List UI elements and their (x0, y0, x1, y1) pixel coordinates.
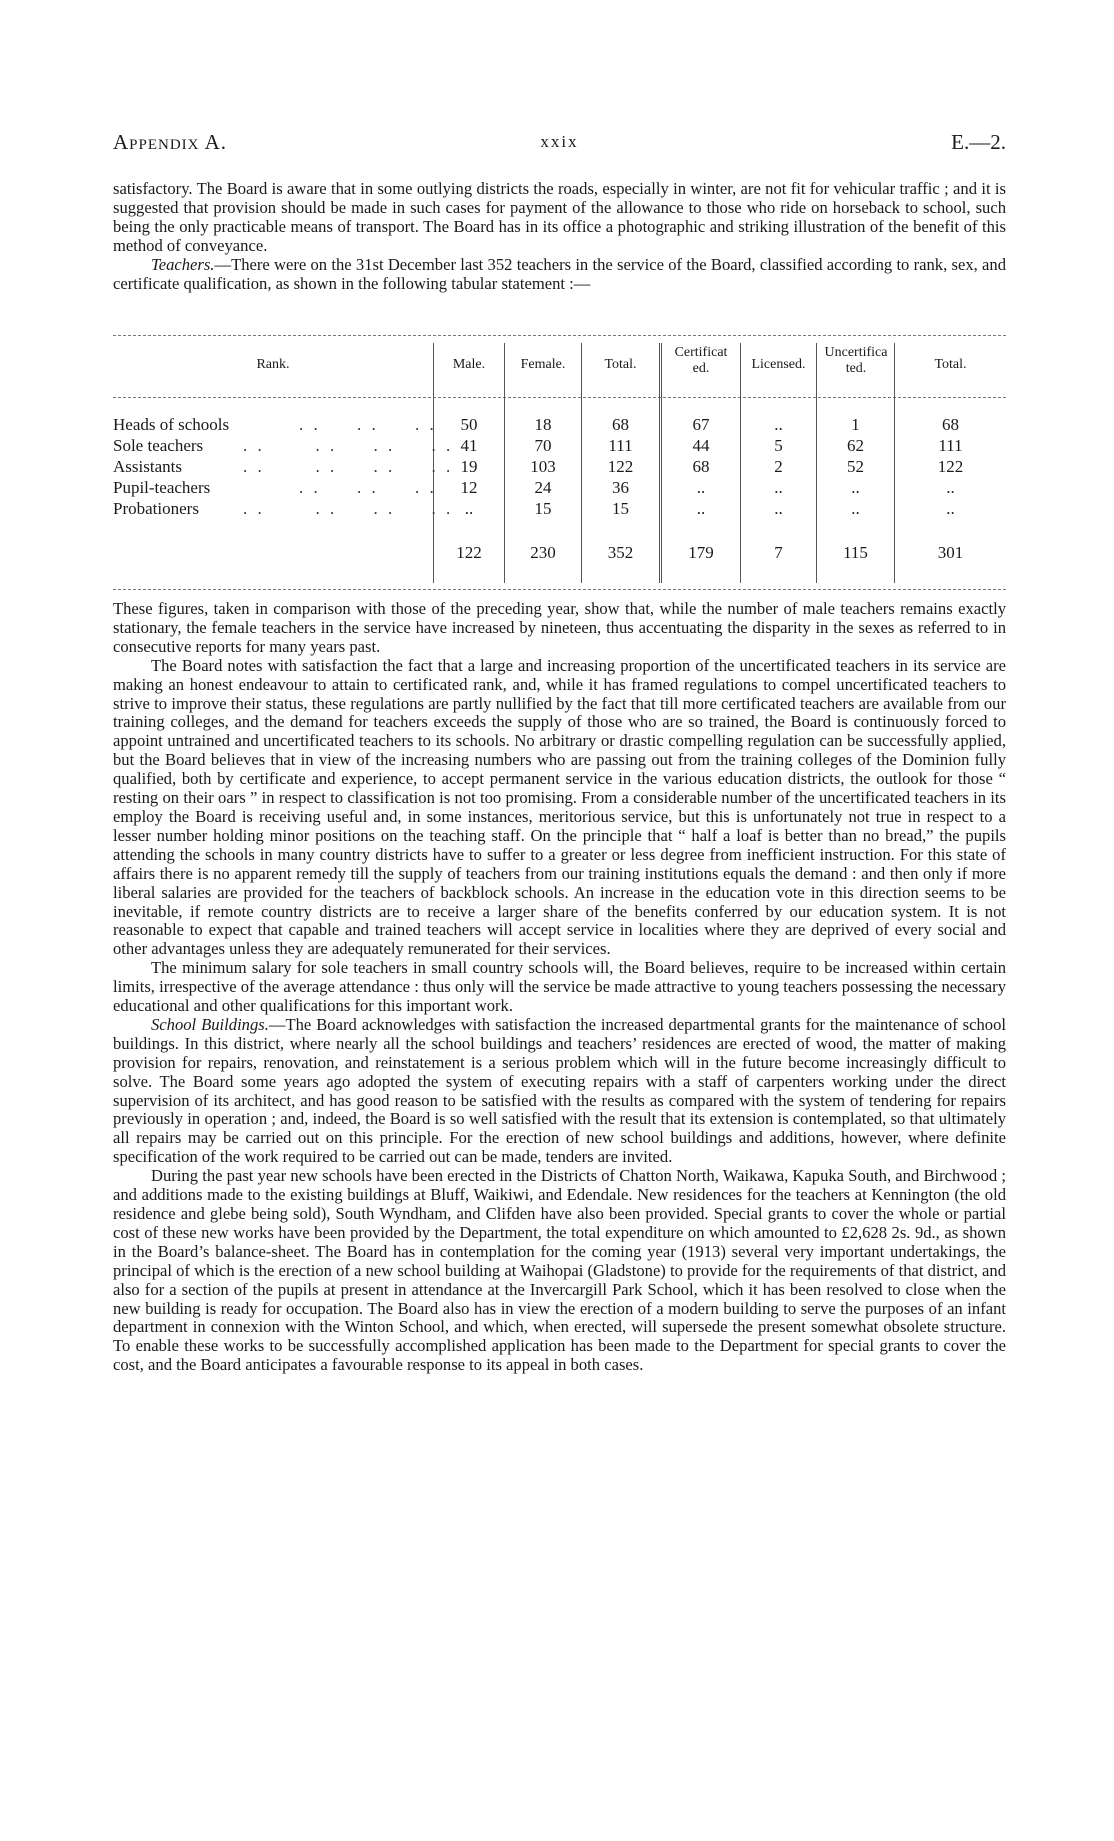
header-rank: Rank. (256, 357, 290, 372)
school-buildings-paragraph (113, 1016, 1006, 1167)
row-rank-label: Assistants (113, 457, 182, 476)
row-rank-label: Probationers (113, 499, 199, 518)
header-page-number: xxix (540, 132, 579, 151)
table-bottom-rule (113, 589, 1006, 590)
cell-licensed: 2 (774, 457, 783, 476)
header-female: Female. (520, 357, 566, 372)
row-rank-label: Heads of schools (113, 415, 230, 434)
row-rank-label: Sole teachers (113, 436, 204, 455)
cell-licensed: .. (774, 415, 783, 434)
cell-male: .. (464, 499, 474, 518)
header-total-2: Total. (934, 357, 967, 372)
cell-male: 50 (460, 415, 478, 434)
cell-female: 24 (534, 478, 552, 497)
leader-dots: . . . . . . . . (243, 457, 454, 476)
header-certificated: Certificated. (674, 345, 728, 376)
cell-total: 15 (612, 499, 629, 518)
cell-licensed: .. (774, 499, 783, 518)
cell-uncertificated: .. (851, 478, 860, 497)
cell-uncertificated: 62 (847, 436, 864, 455)
body-paragraph: The minimum salary for sole teachers in small country schools will, the Board believes, require to be increased within certain limits, irrespective of the average attendance : thus only will the service be made attractive to young teachers possessing the necessary educational and other qualifications for this important work. (113, 958, 1006, 1016)
cell-total-2: .. (946, 499, 955, 518)
intro-paragraph: satisfactory. The Board is aware that in some outlying districts the roads, especially in winter, are not fit for vehicular traffic ; and it is suggested that provision should be made in such cases for payment of the allowance to those who ride on horseback to school, such being the only practicable means of transport. The Board has in its office a photographic and striking illustration of the benefit of this method of conveyance. (113, 179, 1006, 255)
header-document-code: E.—2. (951, 130, 1006, 154)
total-female: 230 (530, 543, 556, 562)
cell-certificated: 67 (692, 415, 710, 434)
cell-total: 122 (607, 457, 634, 476)
cell-certificated: .. (696, 478, 706, 497)
leader-dots: . . . . . . (299, 415, 437, 434)
cell-total: 36 (612, 478, 629, 497)
cell-total: 111 (608, 436, 633, 455)
total-male: 122 (456, 543, 482, 562)
leader-dots: . . . . . . . . (243, 499, 454, 518)
body-section (113, 600, 1006, 1375)
cell-certificated: 68 (692, 457, 710, 476)
table-header-rule (113, 397, 1006, 398)
row-rank-label: Pupil-teachers (113, 478, 211, 497)
cell-female: 103 (530, 457, 556, 476)
header-male: Male. (452, 357, 486, 372)
cell-uncertificated: 1 (851, 415, 860, 434)
cell-total: 68 (612, 415, 629, 434)
total-total-2: 301 (937, 543, 964, 562)
header-total: Total. (604, 357, 637, 372)
body-paragraph: These figures, taken in comparison with those of the preceding year, show that, while the number of male teachers remains exactly stationary, the female teachers in the service have increased by nineteen, thus accentuating the disparity in the sexes as referred to in consecutive reports for many years past. (113, 599, 1006, 656)
teachers-heading: Teachers. (151, 254, 215, 274)
leader-dots: . . . . . . . . (243, 436, 454, 455)
body-paragraph: During the past year new schools have been erected in the Districts of Chatton North, Waikawa, Kapuka South, and Birchwood ; and additions made to the existing buildings at Bluff, Waikiwi, and Edendale. New residences for the teachers at Kennington (the old residence and glebe being sold), South Wyndham, and Clifden have also been provided. Special grants to cover the whole or partial cost of these new works have been provided by the Department, the total expenditure on which amounted to £2,628 2s. 9d., as shown in the Board’s balance-sheet. The Board has in contemplation for the coming year (1913) several very important undertakings, the principal of which is the erection of a new school building at Waihopai (Gladstone) to provide for the requirements of that district, and also for a section of the pupils at present in attendance at the Invercargill Park School, which it has been resolved to close when the new building is ready for occupation. The Board also has in view the erection of a modern building to serve the purposes of an infant department in connexion with the Winton School, and which, when erected, will supersede the present somewhat obsolete structure. To enable these works to be successfully accomplished application has been made to the Department for special grants to cover the cost, and the Board anticipates a favourable response to its appeal in both cases. (113, 1166, 1006, 1375)
cell-certificated: 44 (692, 436, 710, 455)
total-certificated: 179 (688, 543, 714, 562)
cell-licensed: .. (774, 478, 783, 497)
page-header (113, 130, 1006, 160)
body-paragraph: The Board notes with satisfaction the fact that a large and increasing proportion of the uncertificated teachers in its service are making an honest endeavour to attain to certificated rank, and, while it has framed regulations to compel uncertificated teachers to strive to improve their status, these regulations are partly nullified by the fact that till more certificated teachers are available from our training colleges, and the demand for teachers exceeds the supply of those who are so trained, the Board is continuously forced to appoint untrained and uncertificated teachers to its schools. No arbitrary or drastic compelling regulation can be successfully applied, but the Board believes that in view of the increasing numbers who are passing out from the training colleges of the Dominion fully qualified, both by certificate and experience, to accept permanent service in the various education districts, the outlook for those “ resting on their oars ” in respect to classification is not too promising. From a considerable number of the uncertificated teachers in its employ the Board is receiving useful and, in some instances, meritorious service, but this is unfortunately not true in respect to a lesser number holding minor positions on the teaching staff. On the principle that “ half a loaf is better than no bread,” the pupils attending the schools in many country districts have to suffer to a greater or less degree from inefficient instruction. For this state of affairs there is no apparent remedy till the supply of teachers from our training institutions equals the demand : and then only if more liberal salaries are provided for the teachers of backblock schools. An increase in the education vote in this direction seems to be inevitable, if remote country districts are to receive a larger share of the benefits conferred by our education system. It is not reasonable to expect that capable and trained teachers will accept service in localities where they are deprived of every social and other advantages unless they are adequately remunerated for their services. (113, 655, 1006, 959)
cell-uncertificated: .. (851, 499, 860, 518)
teachers-paragraph (113, 256, 1006, 294)
cell-male: 12 (460, 478, 478, 497)
header-licensed: Licensed. (751, 357, 806, 372)
school-buildings-text: —The Board acknowledges with satisfaction the increased departmental grants for the maintenance of school buildings. In this district, where nearly all the school buildings and teachers’ residences are erected of wood, the matter of making provision for repairs, renovation, and reinstatement is a serious problem which will in the future become increasingly difficult to solve. The Board some years ago adopted the system of executing repairs with a staff of carpenters working under the direct supervision of its architect, and has good reason to be satisfied with the results as compared with the system of tendering for repairs previously in operation ; and, indeed, the Board is so well satisfied with the result that its extension is contemplated, so that ultimately all repairs may be carried out on this principle. For the erection of new school buildings and additions, however, where definite specification of the work required to be carried out can be made, tenders are invited. (113, 1014, 1006, 1167)
cell-certificated: .. (696, 499, 706, 518)
cell-female: 18 (534, 415, 552, 434)
total-licensed: 7 (774, 543, 783, 562)
total-uncertificated: 115 (843, 543, 868, 562)
leader-dots: . . . . . . (299, 478, 437, 497)
table-top-rule (113, 335, 1006, 336)
cell-total-2: 111 (938, 436, 963, 455)
cell-total-2: 122 (937, 457, 964, 476)
header-uncertificated: Uncertificated. (824, 345, 888, 376)
cell-uncertificated: 52 (847, 457, 864, 476)
cell-total-2: 68 (942, 415, 959, 434)
cell-male: 41 (460, 436, 478, 455)
teachers-paragraph-text: —There were on the 31st December last 352 teachers in the service of the Board, classified according to rank, sex, and certificate qualification, as shown in the following tabular statement :— (113, 254, 1006, 293)
teachers-table (113, 335, 1006, 590)
cell-total-2: .. (946, 478, 955, 497)
total-total: 352 (607, 543, 634, 562)
cell-licensed: 5 (774, 436, 783, 455)
cell-female: 70 (534, 436, 552, 455)
cell-female: 15 (534, 499, 552, 518)
intro-section (113, 180, 1006, 293)
cell-male: 19 (460, 457, 478, 476)
header-appendix-label: Appendix A. (113, 130, 228, 154)
school-buildings-heading: School Buildings. (151, 1014, 269, 1034)
